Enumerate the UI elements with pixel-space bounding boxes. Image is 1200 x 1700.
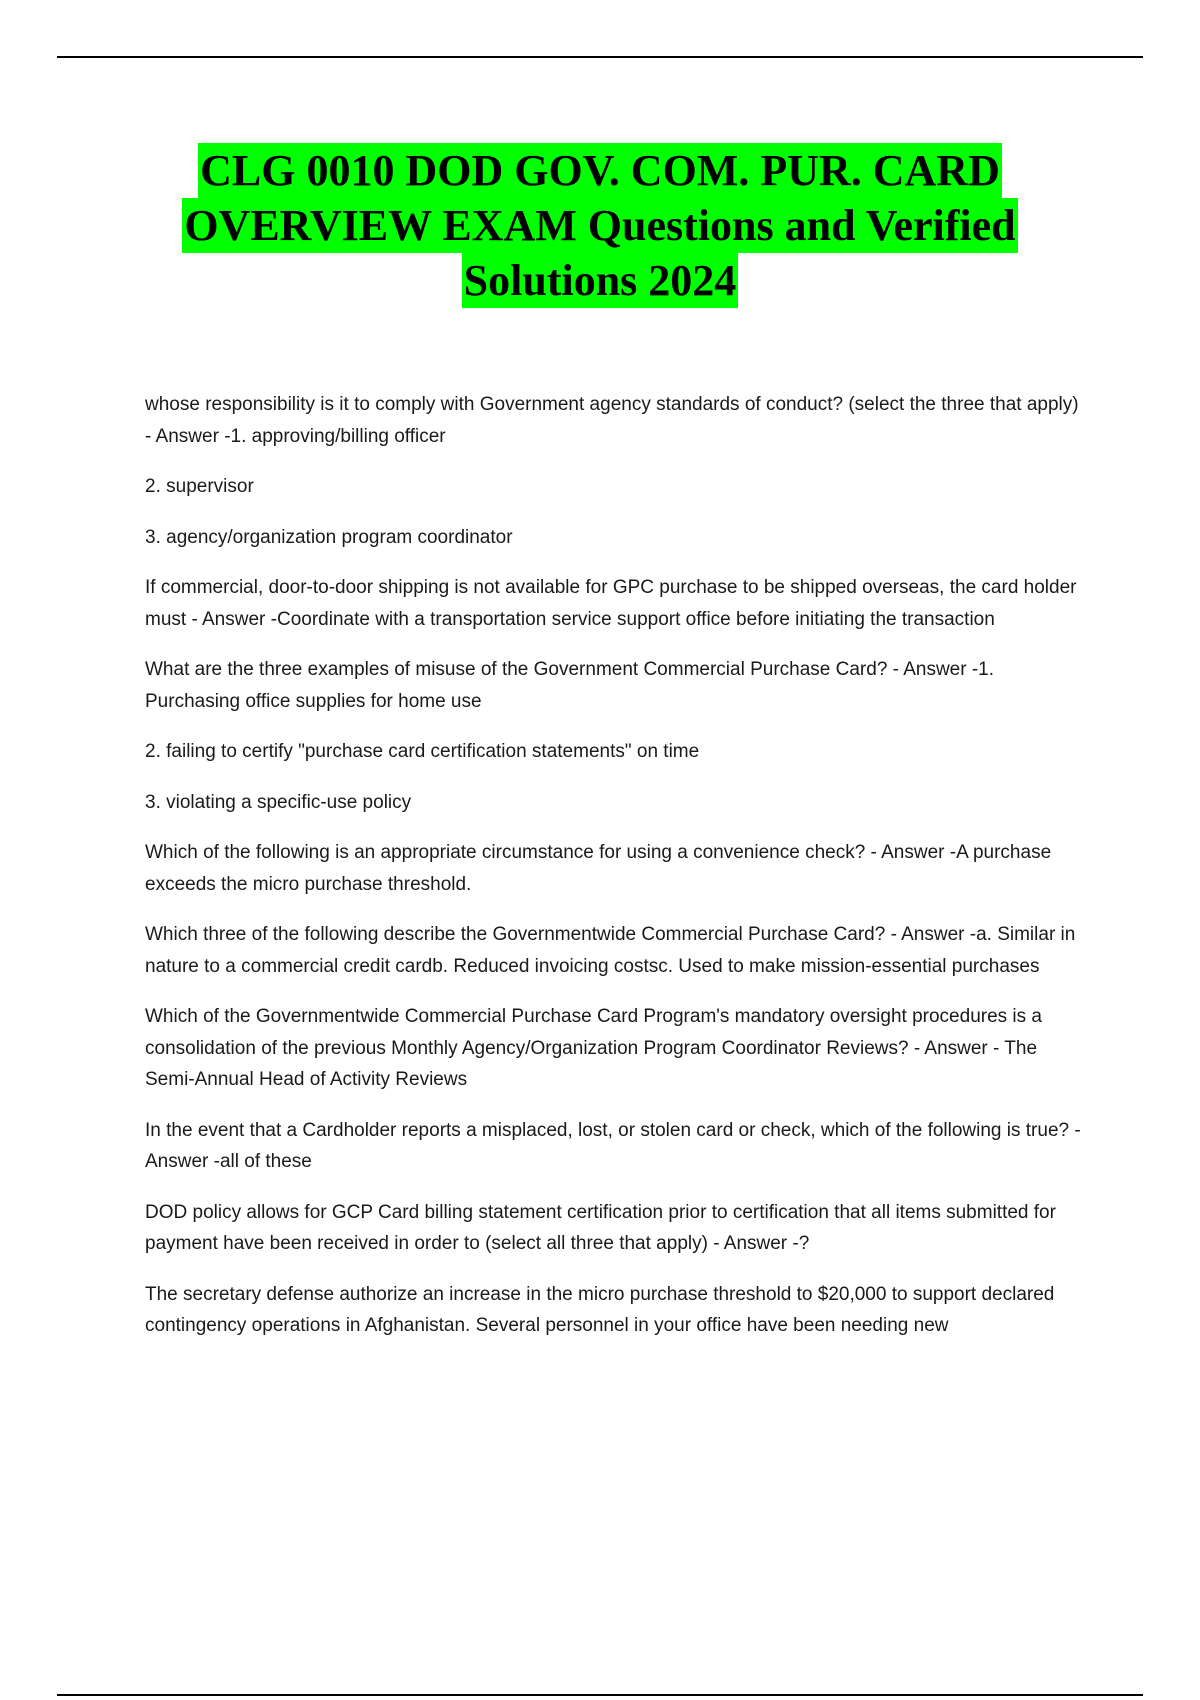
top-rule <box>57 56 1143 58</box>
title-line-2: OVERVIEW EXAM Questions and Verified <box>182 198 1017 253</box>
question-paragraph: DOD policy allows for GCP Card billing statement certification prior to certification that all items submitted for payment have been received in order to (select all three that apply) - Answer -? <box>145 1201 1056 1254</box>
title-line-3: Solutions 2024 <box>462 253 739 308</box>
question-paragraph: If commercial, door-to-door shipping is not available for GPC purchase to be shipped overseas, the card holder must - Answer -Coordinate with a transportation service support office before initiating the transaction <box>145 577 1077 630</box>
question-paragraph: Which of the following is an appropriate circumstance for using a convenience check? - Answer -A purchase exceeds the micro purchase threshold. <box>145 842 1052 895</box>
document-title <box>100 143 1100 308</box>
answer-item: 2. supervisor <box>145 476 254 497</box>
question-paragraph: The secretary defense authorize an increase in the micro purchase threshold to $20,000 to support declared contingency operations in Afghanistan. Several personnel in your office have been needing new <box>145 1283 1055 1336</box>
title-line-1: CLG 0010 DOD GOV. COM. PUR. CARD <box>198 143 1002 198</box>
question-paragraph: What are the three examples of misuse of the Government Commercial Purchase Card? - Answer -1. Purchasing office supplies for home use <box>145 659 995 712</box>
answer-item: 3. agency/organization program coordinator <box>145 526 513 548</box>
question-paragraph: Which three of the following describe the Governmentwide Commercial Purchase Card? - Answer -a. Similar in nature to a commercial credit cardb. Reduced invoicing costsc. Used to make mission-essential purchases <box>145 924 1076 977</box>
document-body <box>145 389 1090 1361</box>
question-paragraph: In the event that a Cardholder reports a misplaced, lost, or stolen card or check, which of the following is true? - Answer -all of these <box>145 1119 1081 1172</box>
answer-item: 2. failing to certify "purchase card certification statements" on time <box>145 741 700 762</box>
bottom-rule <box>57 1694 1143 1696</box>
question-paragraph: whose responsibility is it to comply with Government agency standards of conduct? (select the three that apply) - Answer -1. approving/billing officer <box>145 394 1079 447</box>
question-paragraph: Which of the Governmentwide Commercial Purchase Card Program's mandatory oversight procedures is a consolidation of the previous Monthly Agency/Organization Program Coordinator Reviews? - Answer - The Semi-Annual Head of Activity Reviews <box>145 1006 1042 1090</box>
answer-item: 3. violating a specific-use policy <box>145 791 412 813</box>
